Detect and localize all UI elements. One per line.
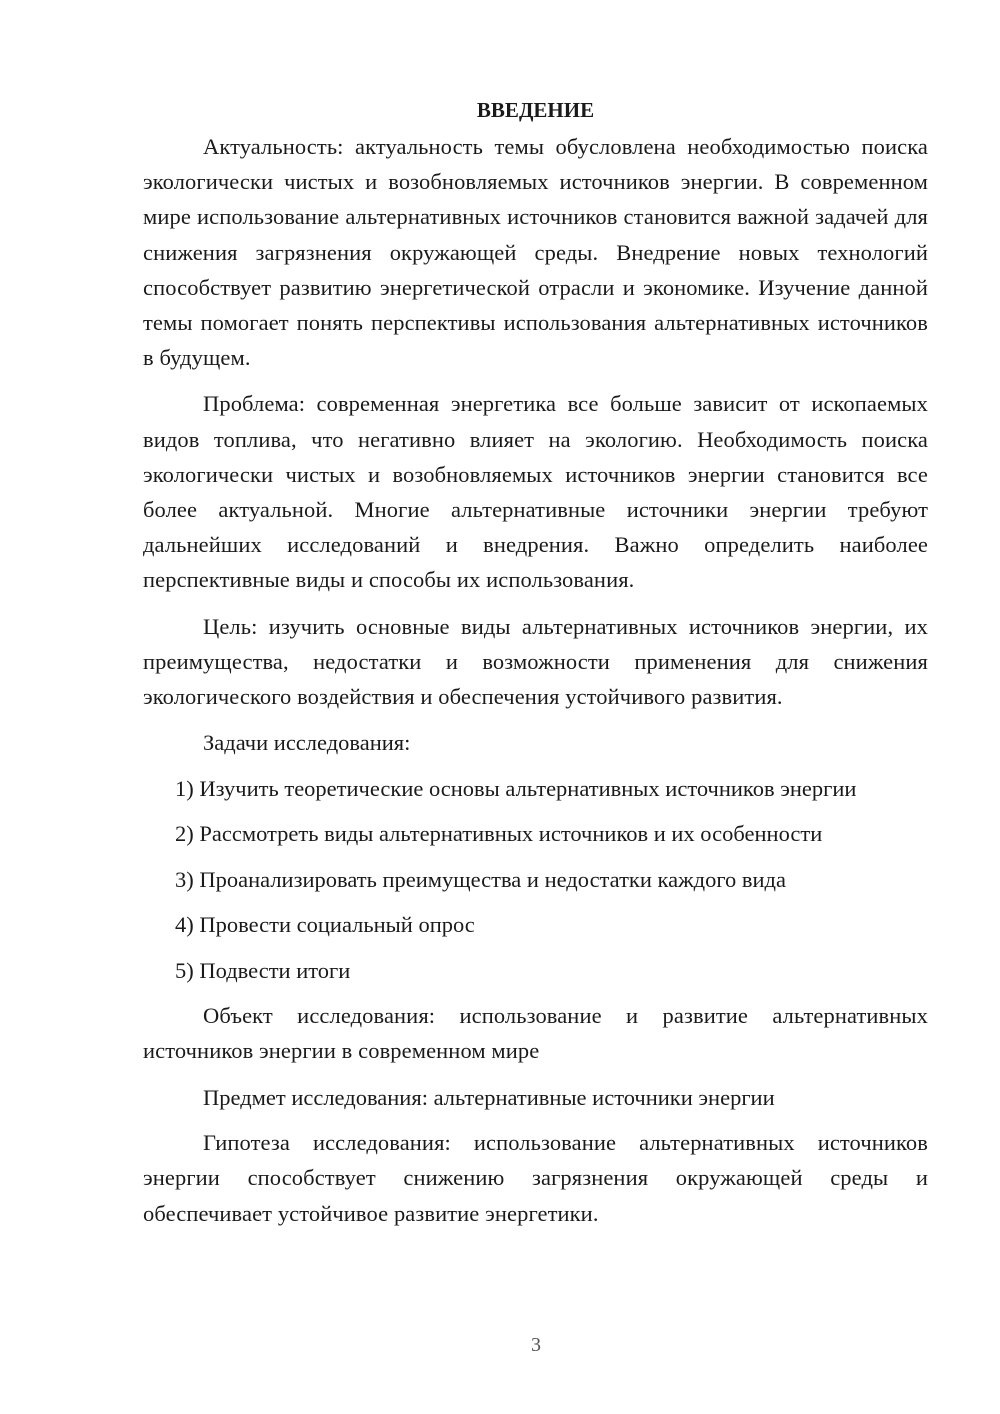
task-item: 2) Рассмотреть виды альтернативных источников и их особенности (175, 821, 823, 847)
tasks-list (143, 771, 928, 988)
task-item: 5) Подвести итоги (175, 957, 351, 983)
task-item: 1) Изучить теоретические основы альтернативных источников энергии (175, 775, 857, 801)
object-paragraph: Объект исследования: использование и развитие альтернативных источников энергии в современном мире (143, 1003, 928, 1064)
hypothesis-paragraph: Гипотеза исследования: использование альтернативных источников энергии способствует снижению загрязнения окружающей среды и обеспечивает устойчивое развитие энергетики. (143, 1130, 928, 1226)
tasks-heading: Задачи исследования: (203, 730, 411, 756)
subject-paragraph: Предмет исследования: альтернативные источники энергии (203, 1084, 775, 1110)
task-item: 3) Проанализировать преимущества и недостатки каждого вида (175, 866, 786, 892)
goal-paragraph: Цель: изучить основные виды альтернативных источников энергии, их преимущества, недостатки и возможности применения для снижения экологического воздействия и обеспечения устойчивого развития. (143, 613, 928, 710)
problem-paragraph: Проблема: современная энергетика все больше зависит от ископаемых видов топлива, что негативно влияет на экологию. Необходимость поиска экологически чистых и возобновляемых источников энергии становится все более актуальной. Многие альтернативные источники энергии требуют дальнейших исследований и внедрения. Важно определить наиболее перспективные виды и способы их использования. (143, 391, 928, 593)
task-item: 4) Провести социальный опрос (175, 912, 475, 938)
section-heading: ВВЕДЕНИЕ (476, 98, 595, 122)
page-content (143, 95, 928, 1242)
relevance-paragraph: Актуальность: актуальность темы обусловлена необходимостью поиска экологически чистых и возобновляемых источников энергии. В современном мире использование альтернативных источников становится важной задачей для снижения загрязнения окружающей среды. Внедрение новых технологий способствует развитию энергетической отрасли и экономике. Изучение данной темы помогает понять перспективы использования альтернативных источников в будущем. (143, 134, 928, 371)
page-number: 3 (531, 1334, 541, 1356)
